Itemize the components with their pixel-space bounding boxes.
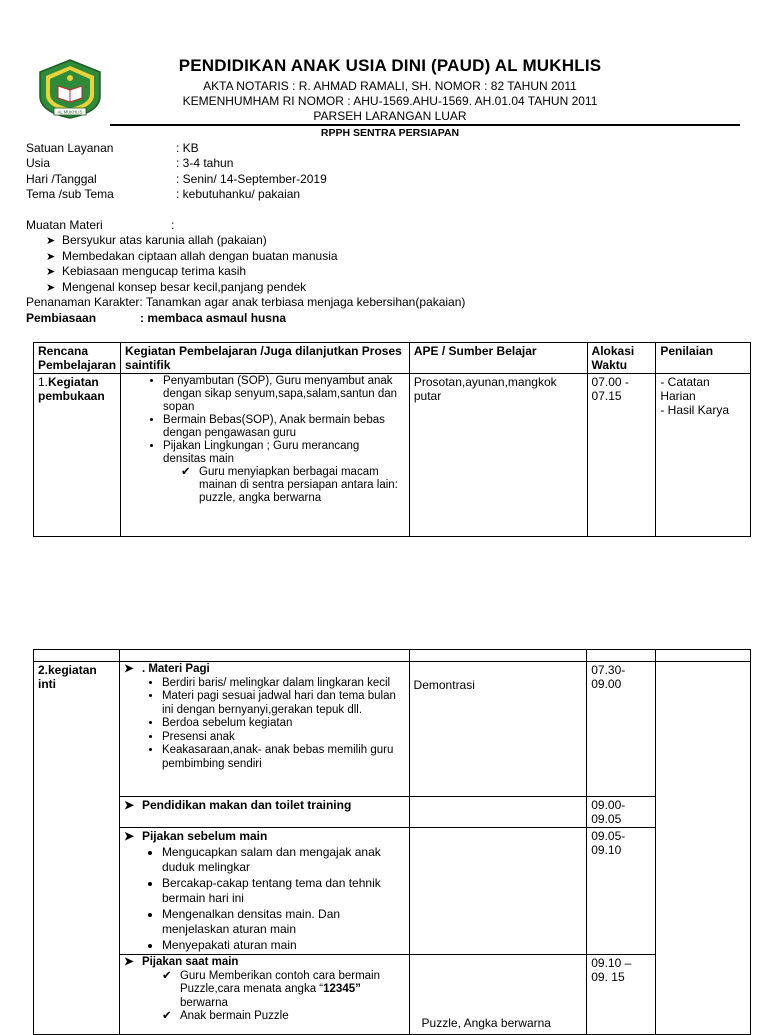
list-item: • Pijakan Lingkungan ; Guru merancang densitas main <box>163 440 405 466</box>
muatan-label: Muatan Materi <box>26 218 103 232</box>
pembiasaan-value: : membaca asmaul husna <box>140 311 287 325</box>
rencana-text: Kegiatan pembukaan <box>38 375 105 403</box>
penilaian-cell <box>656 662 751 1035</box>
muatan-item: Bersyukur atas karunia allah (pakaian) <box>62 233 267 247</box>
arrow-icon: ➤ <box>123 798 134 812</box>
arrow-icon: ➤ <box>46 266 56 278</box>
penilaian-item: - Catatan Harian <box>660 375 710 403</box>
table-row <box>34 955 751 1035</box>
check-icon: ✔ <box>161 969 172 982</box>
muatan-colon: : <box>171 218 175 232</box>
makan-heading <box>124 798 405 812</box>
arrow-icon: ➤ <box>123 829 134 843</box>
info-value-satuan: : KB <box>176 141 199 155</box>
muatan-item: Mengenal konsep besar kecil,panjang pendek <box>62 279 307 294</box>
header-line-address: PARSEH LARANGAN LUAR <box>313 109 467 123</box>
empty-cell <box>409 650 587 662</box>
info-value-usia: : 3-4 tahun <box>176 156 234 170</box>
kegiatan-list <box>125 375 405 466</box>
page-title: PENDIDIKAN ANAK USIA DINI (PAUD) AL MUKHLIS <box>178 56 602 75</box>
list-item <box>46 249 338 265</box>
ape-text: Puzzle, Angka berwarna <box>421 1016 551 1030</box>
table-header-row <box>34 343 751 374</box>
ape-cell <box>409 662 587 797</box>
kegiatan-cell <box>119 662 409 797</box>
arrow-icon: ➤ <box>46 250 56 263</box>
list-item <box>181 466 405 505</box>
ape-text: Demontrasi <box>413 678 475 692</box>
info-label-satuan: Satuan Layanan <box>26 141 114 155</box>
header-rule <box>110 124 740 126</box>
col-header-rencana: Rencana Pembelajaran <box>34 343 121 374</box>
kegiatan-list <box>124 677 405 772</box>
kegiatan-list <box>124 845 405 954</box>
arrow-icon: ➤ <box>123 956 134 968</box>
lesson-table-1 <box>33 342 751 537</box>
check-list <box>124 970 405 1024</box>
pijakan-saat-heading <box>124 956 405 970</box>
info-label-hari: Hari /Tanggal <box>26 172 97 186</box>
muatan-item: Membedakan ciptaan allah dengan buatan manusia <box>62 248 338 263</box>
list-item: • Berdoa sebelum kegiatan <box>162 717 405 731</box>
table-row <box>34 662 751 797</box>
list-item: • Keakasaraan,anak- anak bebas memilih guru pembimbing sendiri <box>162 744 405 771</box>
list-item <box>46 233 338 249</box>
kegiatan-cell <box>119 955 409 1035</box>
check-text-bold: 12345” <box>323 983 361 995</box>
empty-cell <box>587 650 656 662</box>
list-item <box>46 280 338 296</box>
rencana-cell <box>34 374 121 537</box>
arrow-icon: ➤ <box>46 235 56 247</box>
waktu-cell: 07.00 - 07.15 <box>587 374 656 537</box>
document-subtitle: RPPH SENTRA PERSIAPAN <box>320 127 460 139</box>
check-text: Guru menyiapkan berbagai macam mainan di sentra persiapan antara lain: puzzle, angka berwarna <box>199 466 398 504</box>
table-spacer-row <box>34 650 751 662</box>
list-item: • Berdiri baris/ melingkar dalam lingkaran kecil <box>162 677 405 691</box>
check-icon: ✔ <box>161 1010 172 1022</box>
arrow-icon: ➤ <box>123 663 134 675</box>
lesson-table-2 <box>33 649 751 1035</box>
list-item <box>162 1010 405 1024</box>
materi-pagi-heading <box>124 663 405 677</box>
list-item: • Menyepakati aturan main <box>162 938 405 954</box>
pembiasaan-label: Pembiasaan <box>26 311 97 325</box>
col-header-penilaian: Penilaian <box>656 343 751 374</box>
arrow-icon: ➤ <box>46 281 56 294</box>
col-header-ape: APE / Sumber Belajar <box>409 343 587 374</box>
header-line-kemenhumham: KEMENHUMHAM RI NOMOR : AHU-1569.AHU-1569. AH.01.04 TAHUN 2011 <box>182 94 598 108</box>
list-item <box>162 970 405 1011</box>
heading-text: Pijakan saat main <box>141 956 239 968</box>
list-item: • Materi pagi sesuai jadwal hari dan tema bulan ini dengan bernyanyi,gerakan tepuk dll. <box>162 690 405 717</box>
penilaian-cell <box>656 374 751 537</box>
empty-cell <box>656 650 751 662</box>
empty-cell <box>119 650 409 662</box>
list-item: • Mengucapkan salam dan mengajak anak duduk melingkar <box>162 845 405 876</box>
info-label-tema: Tema /sub Tema <box>26 187 114 201</box>
table-row <box>34 374 751 537</box>
table-row <box>34 797 751 828</box>
waktu-cell: 07.30- 09.00 <box>587 662 656 797</box>
check-icon: ✔ <box>181 466 191 478</box>
karakter-text: Penanaman Karakter: Tanamkan agar anak terbiasa menjaga kebersihan(pakaian) <box>26 295 466 309</box>
table-row <box>34 828 751 955</box>
list-item: • Bercakap-cakap tentang tema dan tehnik bermain hari ini <box>162 876 405 907</box>
check-list <box>125 466 405 505</box>
heading-text: Pijakan sebelum main <box>141 829 268 843</box>
logo-text: AL MUKHLIS <box>57 109 83 115</box>
empty-cell <box>34 650 120 662</box>
ape-cell <box>409 955 587 1035</box>
info-value-hari: : Senin/ 14-September-2019 <box>176 172 327 186</box>
row-number: 1. <box>38 375 49 389</box>
info-value-tema: : kebutuhanku/ pakaian <box>176 187 301 201</box>
kegiatan-cell <box>119 828 409 955</box>
list-item: • Mengenalkan densitas main. Dan menjelaskan aturan main <box>162 907 405 938</box>
kegiatan-cell <box>119 797 409 828</box>
heading-text: . Materi Pagi <box>141 663 210 675</box>
waktu-cell: 09.10 – 09. 15 <box>587 955 656 1035</box>
school-logo <box>36 58 104 120</box>
muatan-list <box>46 233 338 295</box>
list-item: • Bermain Bebas(SOP), Anak bermain bebas dengan pengawasan guru <box>163 414 405 440</box>
header-line-akta: AKTA NOTARIS : R. AHMAD RAMALI, SH. NOMOR : 82 TAHUN 2011 <box>203 79 577 93</box>
check-text: Anak bermain Puzzle <box>179 1010 289 1022</box>
waktu-cell: 09.00- 09.05 <box>587 797 656 828</box>
muatan-item: Kebiasaan mengucap terima kasih <box>62 264 247 278</box>
waktu-cell: 09.05- 09.10 <box>587 828 656 955</box>
info-label-usia: Usia <box>26 156 51 170</box>
list-item: • Penyambutan (SOP), Guru menyambut anak dengan sikap senyum,sapa,salam,santun dan sopan <box>163 375 405 414</box>
kegiatan-cell <box>121 374 410 537</box>
penilaian-item: - Hasil Karya <box>660 403 730 417</box>
ape-cell <box>409 797 587 828</box>
list-item: • Presensi anak <box>162 731 405 745</box>
col-header-kegiatan: Kegiatan Pembelajaran /Juga dilanjutkan Proses saintifik <box>121 343 410 374</box>
rencana-cell: 2.kegiatan inti <box>34 662 120 1035</box>
col-header-waktu: Alokasi Waktu <box>587 343 656 374</box>
ape-cell: Prosotan,ayunan,mangkok putar <box>409 374 587 537</box>
heading-text: Pendidikan makan dan toilet training <box>141 798 352 812</box>
check-text: Guru Memberikan contoh cara bermain Puzzle,cara menata angka “ <box>179 969 381 995</box>
ape-cell <box>409 828 587 955</box>
check-text-end: berwarna <box>179 996 228 1009</box>
pijakan-sebelum-heading <box>124 829 405 845</box>
list-item <box>46 264 338 280</box>
